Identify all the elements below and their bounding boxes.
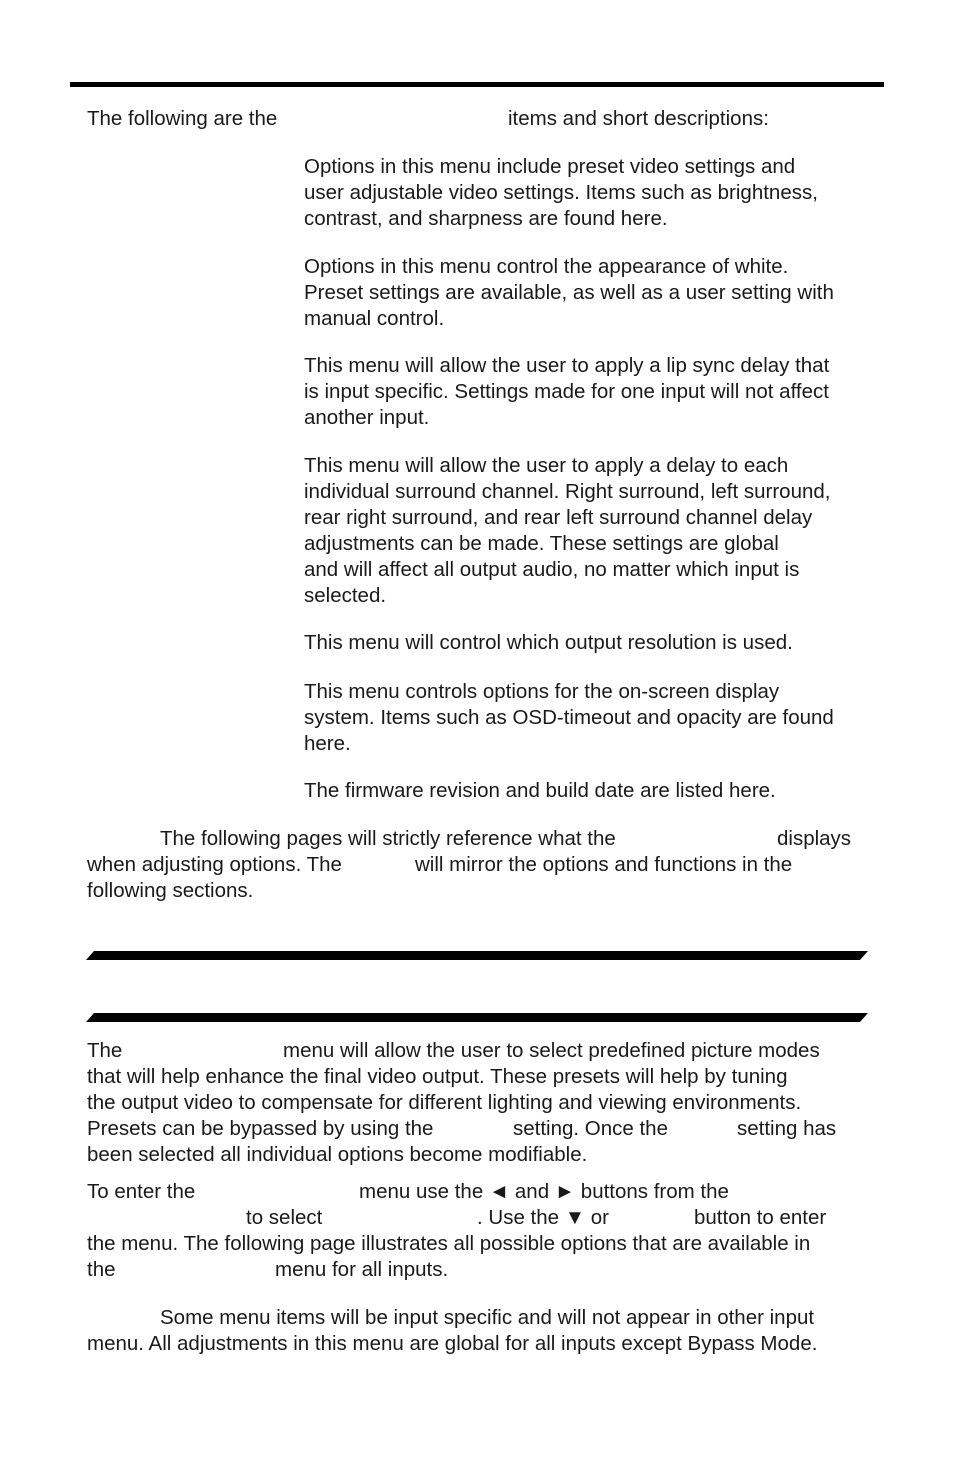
description-surround-delay: This menu will allow the user to apply a delay to each individual surround channel. Right surround, left surround, rear right surround, and rear left surround channel delay adjustments can be made. These settings are global and will affect all output audio, no matter which input is selected. xyxy=(304,454,831,607)
intro-text-start: The following are the xyxy=(87,107,278,130)
description-lip-sync: This menu will allow the user to apply a lip sync delay that is input specific. Settings made for one input will not affect another input. xyxy=(304,354,830,429)
header-rule xyxy=(70,82,884,87)
description-white-balance: Options in this menu control the appearance of white. Preset settings are available, as well as a user setting with manual control. xyxy=(304,255,834,330)
description-firmware: The firmware revision and build date are listed here. xyxy=(304,779,776,802)
description-output-resolution: This menu will control which output resolution is used. xyxy=(304,631,793,654)
section-divider-bottom xyxy=(86,1013,868,1022)
section-divider-top xyxy=(86,951,868,960)
description-picture: Options in this menu include preset video settings and user adjustable video settings. Items such as brightness, contrast, and sharpness are found here. xyxy=(304,155,818,230)
intro-text-end: items and short descriptions: xyxy=(508,107,769,130)
description-osd: This menu controls options for the on-screen display system. Items such as OSD-timeout and opacity are found here. xyxy=(304,680,834,755)
